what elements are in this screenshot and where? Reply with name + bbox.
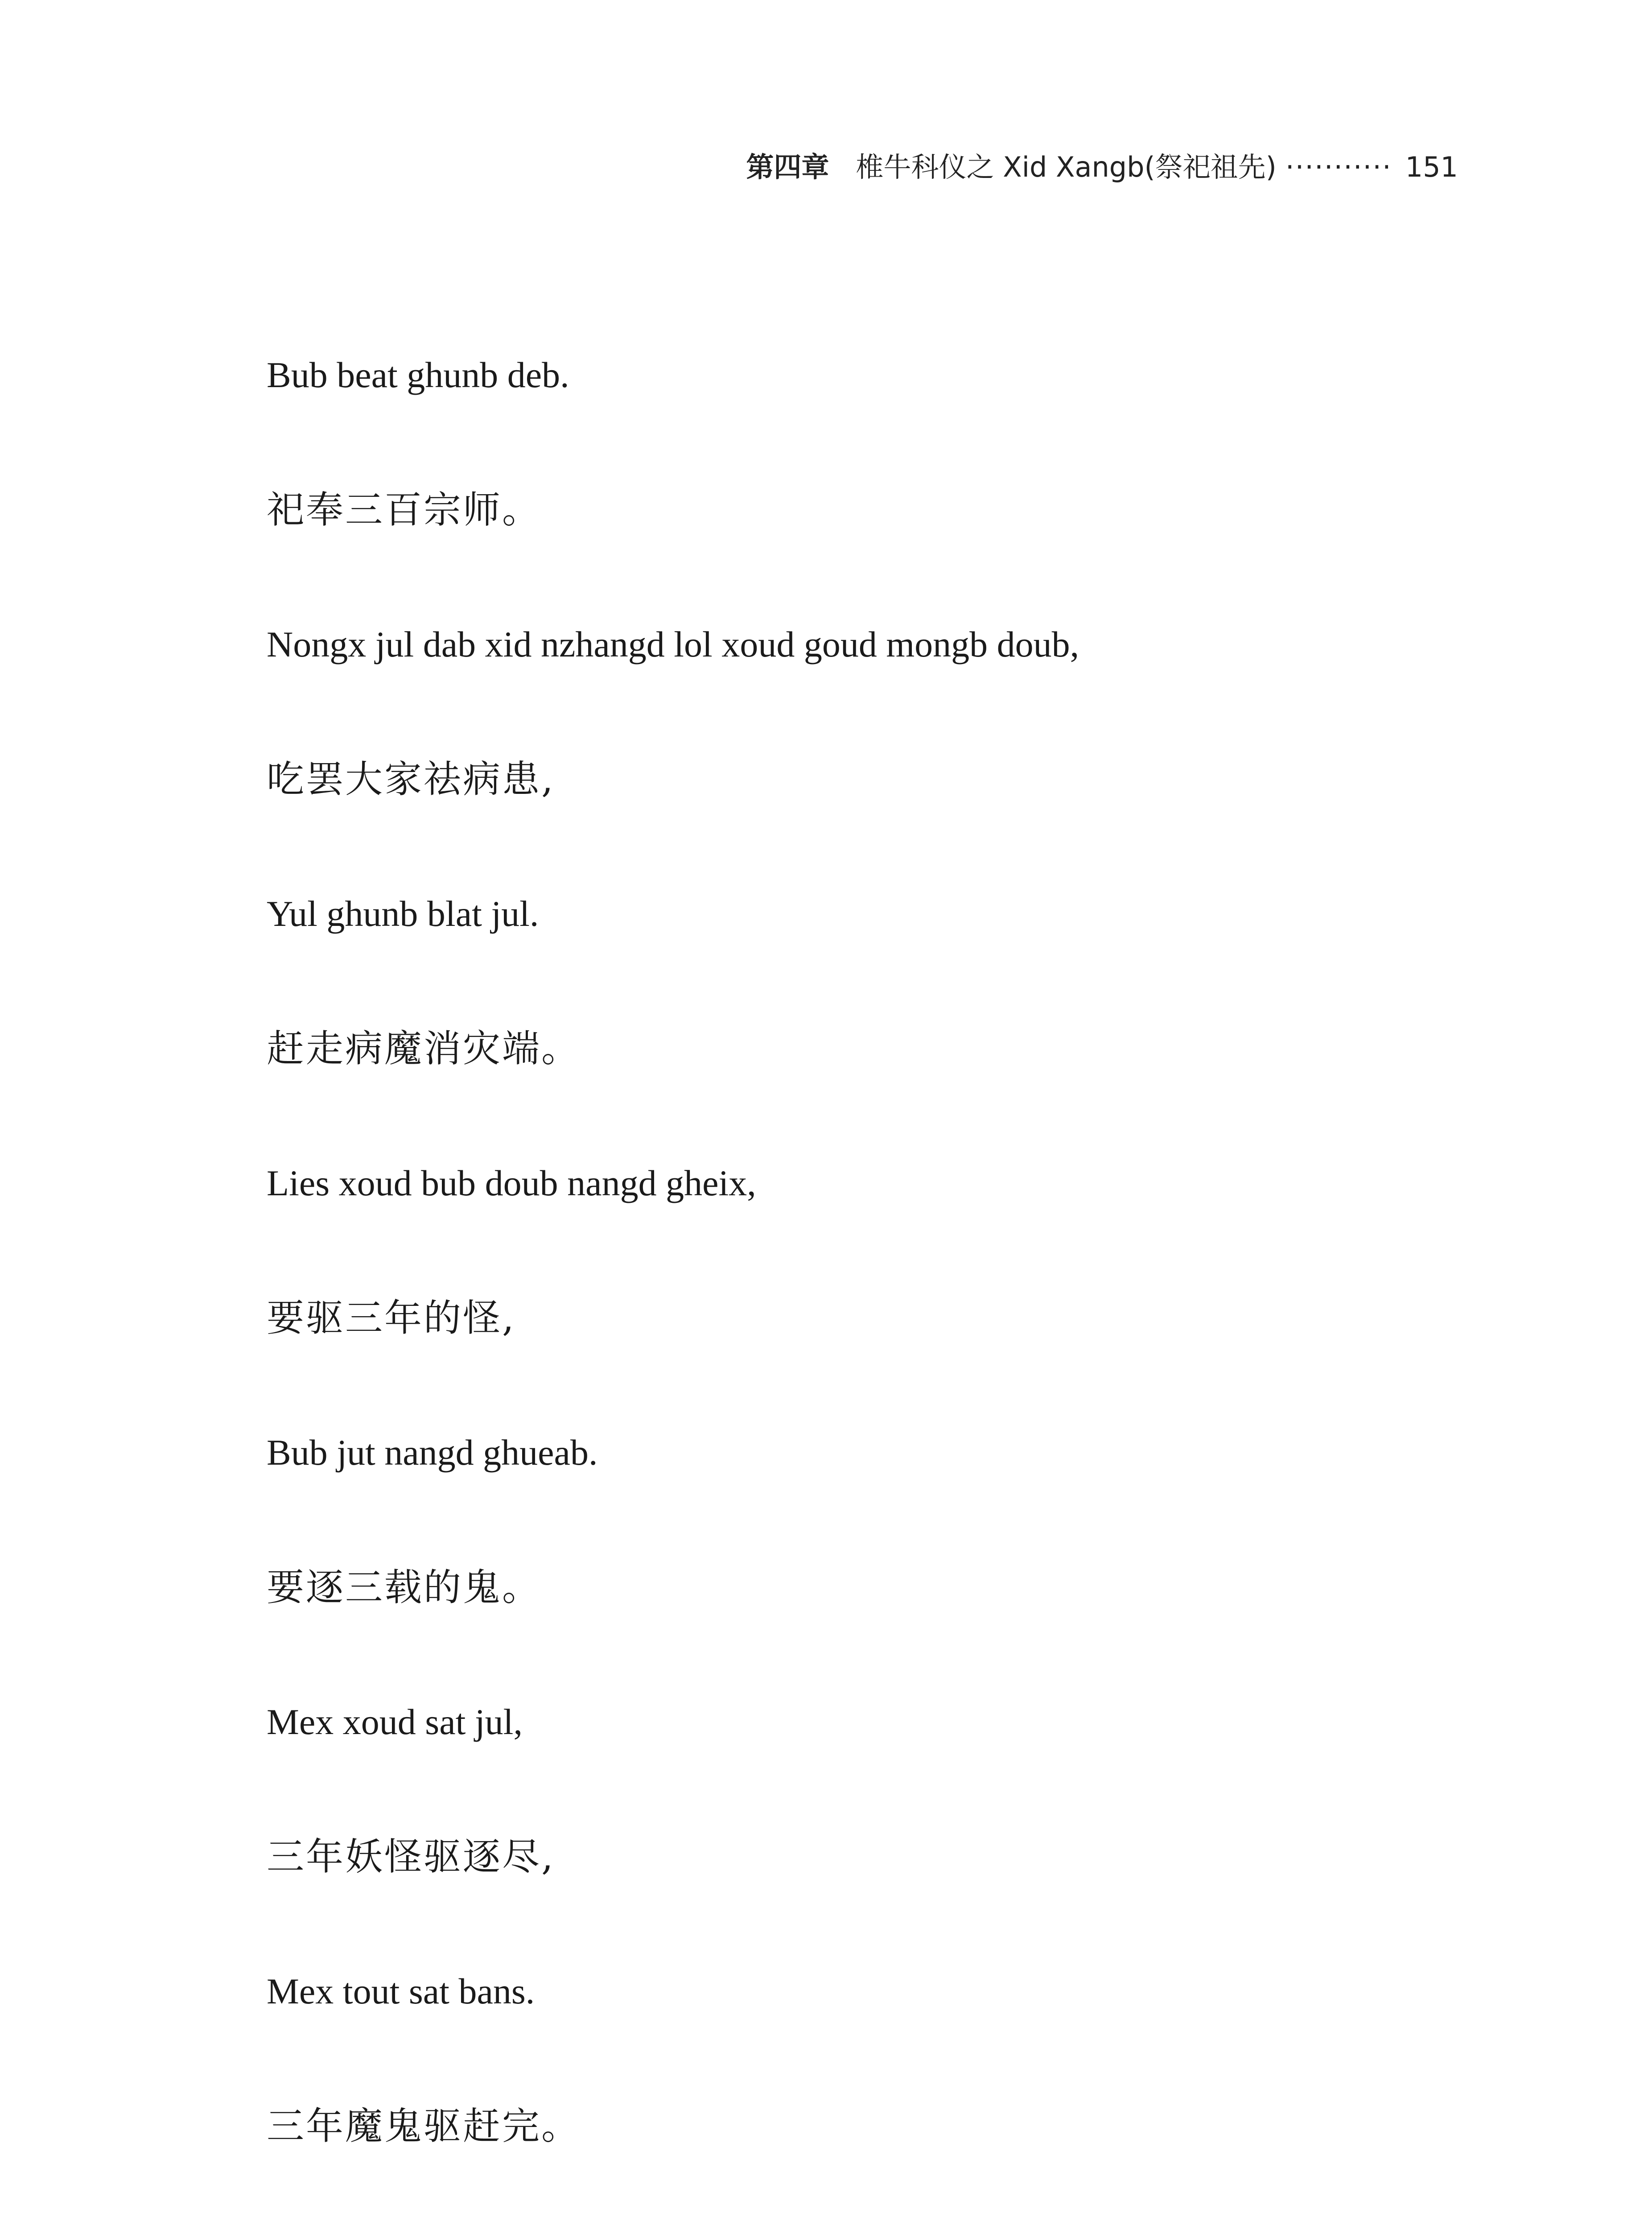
dot-leader: ··········· [1285,151,1392,183]
verse-line-miao: Bub jut nangd ghueab. [267,1432,598,1473]
chapter-label: 第四章 [746,151,829,183]
running-header [0,147,1458,187]
verse-line-miao: Lies xoud bub doub nangd gheix, [267,1163,756,1203]
verse-line-miao [267,2193,1426,2230]
verse-text-block [267,308,1426,2230]
page-number: 151 [1405,151,1458,183]
verse-line-miao: Mex xoud sat jul, [267,1701,523,1742]
chapter-title: 椎牛科仪之 Xid Xangb(祭祀祖先) [856,151,1277,183]
verse-line-chinese: 三年魔鬼驱赶完。 [267,2104,581,2148]
verse-line-miao: Bub beat ghunb deb. [267,355,569,395]
verse-line-chinese: 赶走病魔消灾端。 [267,1027,581,1070]
verse-line-miao: Yul ghunb blat jul. [267,893,539,934]
verse-line-chinese: 祀奉三百宗师。 [267,488,542,532]
verse-line-chinese: 要逐三载的鬼。 [267,1565,542,1609]
verse-line-miao: Nongx jul dab xid nzhangd lol xoud goud mongb doub, [267,624,1079,665]
verse-line-chinese: 要驱三年的怪, [267,1296,516,1340]
verse-line-miao: Mex tout sat bans. [267,1971,535,2011]
verse-line-chinese: 吃罢大家祛病患, [267,757,555,801]
verse-line-chinese: 三年妖怪驱逐尽, [267,1835,555,1879]
